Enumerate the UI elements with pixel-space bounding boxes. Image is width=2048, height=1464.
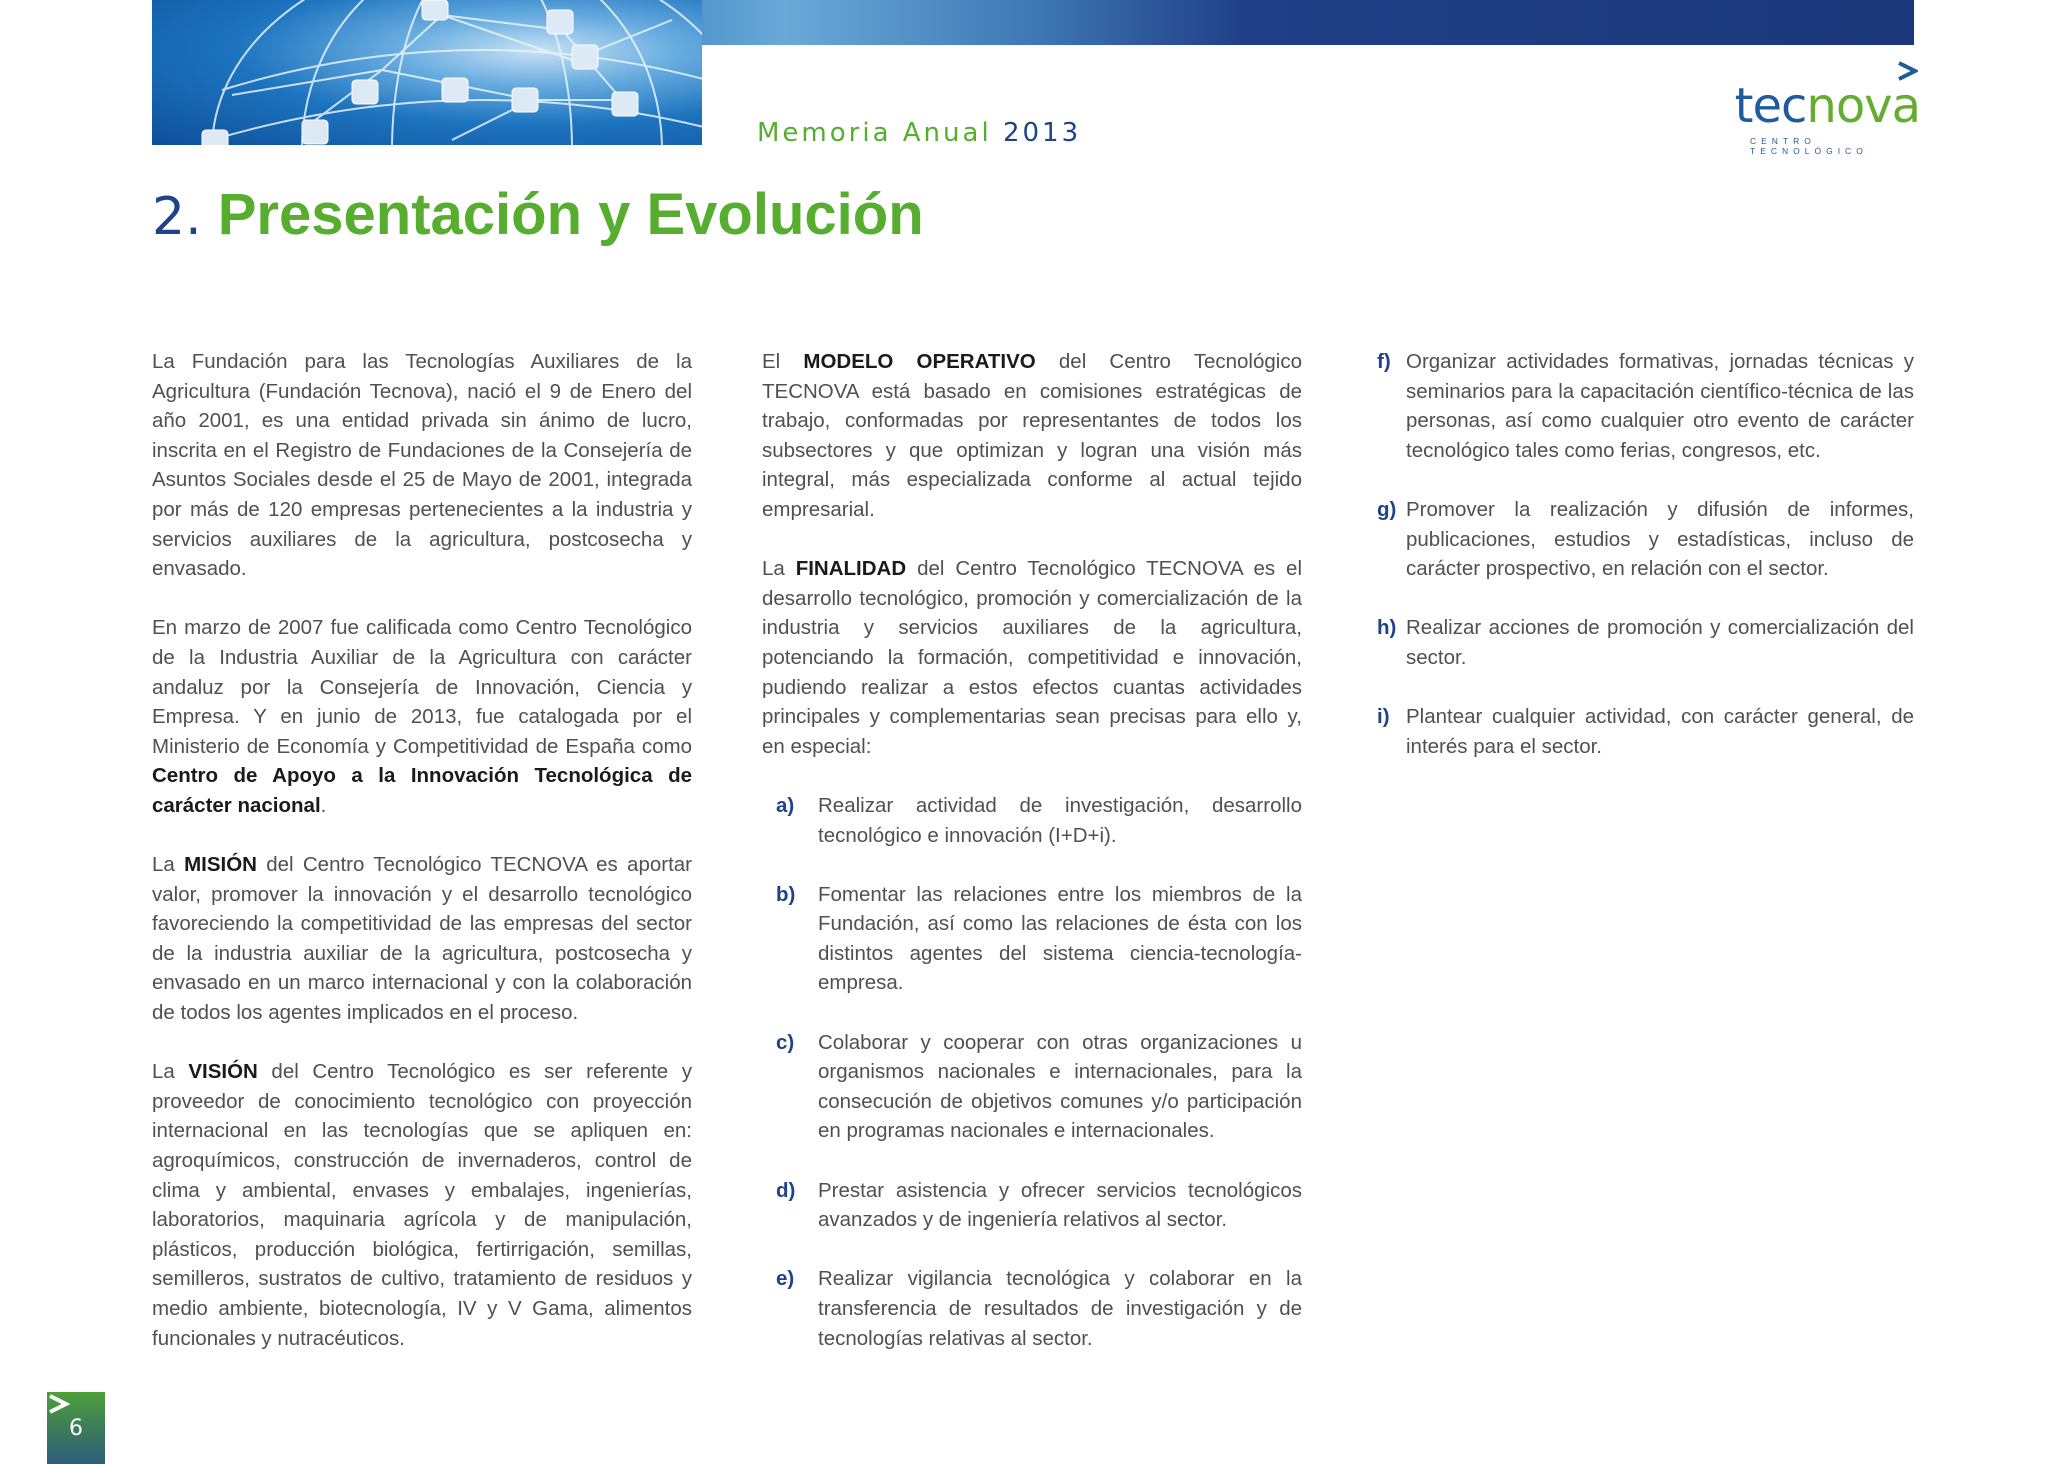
operative-model-paragraph — [762, 347, 1302, 525]
list-letter: g) — [1377, 497, 1397, 521]
page-number: 6 — [69, 1416, 83, 1441]
tecnova-logo — [1734, 60, 1920, 156]
purpose-list-f-i — [1377, 347, 1914, 761]
qualification-text: En marzo de 2007 fue calificada como Centro Tecnológico de la Industria Auxiliar de la Agricultura con carácter andaluz por la Consejería de Innovación, Ciencia y Empresa. Y en junio de 2013, fue catalogada por el Ministerio de Economía y Competitividad de España como — [152, 616, 692, 758]
vision-text: del Centro Tecnológico es ser referente y proveedor de conocimiento tecnológico con proyección internacional en las tecnologías que se apliquen en: agroquímicos, construcción de invernaderos, control de clima y ambiental, envases y embalajes, ingenierías, laboratorios, maquinaria agrícola y de manipulación, plásticos, producción biológica, fertirrigación, semillas, semilleros, sustratos de cultivo, tratamiento de residuos y medio ambiente, biotecnología, IV y V Gama, alimentos funcionales y nutracéuticos. — [152, 1060, 692, 1350]
report-year: 2013 — [1002, 118, 1082, 148]
vision-paragraph — [152, 1057, 692, 1353]
purpose-list-a-e — [762, 791, 1302, 1353]
network-globe-icon — [152, 0, 702, 145]
list-item — [1377, 347, 1914, 465]
vision-prefix: La — [152, 1060, 189, 1084]
column-1 — [152, 347, 692, 1383]
purpose-paragraph — [762, 554, 1302, 761]
list-text: Colaborar y cooperar con otras organizaciones u organismos nacionales e internacionales, para la consecución de objetivos comunes y/o participación en programas nacionales e internacionales. — [818, 1030, 1302, 1143]
list-text: Plantear cualquier actividad, con carácter general, de interés para el sector. — [1406, 705, 1914, 758]
list-item — [776, 1264, 1302, 1353]
list-letter: d) — [776, 1178, 796, 1202]
list-letter: i) — [1377, 705, 1390, 729]
section-title: Presentación y Evolución — [217, 182, 924, 247]
list-item — [1377, 495, 1914, 584]
list-item — [776, 1176, 1302, 1235]
logo-subtitle: CENTRO TECNOLÓGICO — [1750, 136, 1868, 156]
column-3 — [1377, 347, 1914, 791]
list-letter: e) — [776, 1267, 795, 1291]
operative-text: del Centro Tecnológico TECNOVA está basado en comisiones estratégicas de trabajo, conformadas por representantes de todos los subsectores y que optimizan y logran una visión más integral, más especializada conforme al actual tejido empresarial. — [762, 350, 1302, 521]
mission-text: del Centro Tecnológico TECNOVA es aportar valor, promover la innovación y el desarrollo tecnológico favoreciendo la competitividad de las empresas del sector de la industria auxiliar de la agricultura, postcosecha y envasado en un marco internacional y con la colaboración de todos los agentes implicados en el proceso. — [152, 853, 693, 1025]
list-text: Realizar acciones de promoción y comercialización del sector. — [1406, 616, 1914, 669]
list-item — [1377, 702, 1914, 761]
report-title — [757, 118, 1081, 148]
list-text: Promover la realización y difusión de informes, publicaciones, estudios y estadísticas, incluso de carácter prospectivo, en relación con el sector. — [1406, 497, 1914, 581]
qualification-bold: Centro de Apoyo a la Innovación Tecnológica de carácter nacional — [152, 764, 692, 817]
vision-keyword: VISIÓN — [188, 1060, 258, 1084]
intro-paragraph: La Fundación para las Tecnologías Auxiliares de la Agricultura (Fundación Tecnova), nació el 9 de Enero del año 2001, es una entidad privada sin ánimo de lucro, inscrita en el Registro de Fundaciones de la Consejería de Asuntos Sociales desde el 25 de Mayo de 2001, integrada por más de 120 empresas pertenecientes a la industria y servicios auxiliares de la agricultura, postcosecha y envasado. — [152, 350, 692, 581]
list-item — [776, 880, 1302, 998]
list-text: Prestar asistencia y ofrecer servicios tecnológicos avanzados y de ingeniería relativos al sector. — [818, 1178, 1302, 1232]
purpose-prefix: La — [762, 557, 796, 581]
list-item — [776, 1028, 1302, 1146]
list-letter: h) — [1377, 616, 1397, 640]
chevron-right-icon — [48, 1394, 70, 1414]
logo-wordmark — [1734, 78, 1920, 134]
report-label: Memoria Anual — [757, 118, 992, 148]
list-letter: c) — [776, 1030, 795, 1054]
network-globe-image — [152, 0, 702, 145]
operative-prefix: El — [762, 350, 804, 373]
list-letter: b) — [776, 882, 796, 906]
list-letter: a) — [776, 793, 795, 817]
page-title — [152, 180, 924, 252]
operative-keyword: MODELO OPERATIVO — [803, 350, 1036, 373]
mission-keyword: MISIÓN — [184, 853, 257, 877]
list-text: Realizar actividad de investigación, desarrollo tecnológico e innovación (I+D+i). — [818, 793, 1302, 847]
purpose-text: del Centro Tecnológico TECNOVA es el desarrollo tecnológico, promoción y comercialización de la industria y servicios auxiliares de la agricultura, potenciando la formación, competitividad e innovación, pudiendo realizar a estos efectos cuantas actividades principales y complementarias sean precisas para ello y, en especial: — [762, 557, 1302, 758]
list-item — [776, 791, 1302, 850]
logo-prefix: tec — [1734, 78, 1807, 134]
section-number: 2. — [152, 187, 202, 247]
list-text: Fomentar las relaciones entre los miembros de la Fundación, así como las relaciones de ésta con los distintos agentes del sistema ciencia-tecnología-empresa. — [818, 882, 1302, 995]
list-text: Realizar vigilancia tecnológica y colaborar en la transferencia de resultados de investigación y de tecnologías relativas al sector. — [818, 1267, 1302, 1350]
list-item — [1377, 613, 1914, 672]
purpose-keyword: FINALIDAD — [795, 557, 907, 581]
list-letter: f) — [1377, 350, 1391, 373]
column-2 — [762, 347, 1302, 1383]
mission-paragraph — [152, 850, 692, 1028]
qualification-end: . — [320, 793, 327, 817]
page-number-tab — [47, 1392, 105, 1464]
qualification-paragraph — [152, 613, 692, 820]
logo-suffix: nova — [1806, 78, 1920, 134]
list-text: Organizar actividades formativas, jornadas técnicas y seminarios para la capacitación científico-técnica de las personas, así como cualquier otro evento de carácter tecnológico tales como ferias, congresos, etc. — [1406, 350, 1914, 462]
mission-prefix: La — [152, 853, 185, 877]
